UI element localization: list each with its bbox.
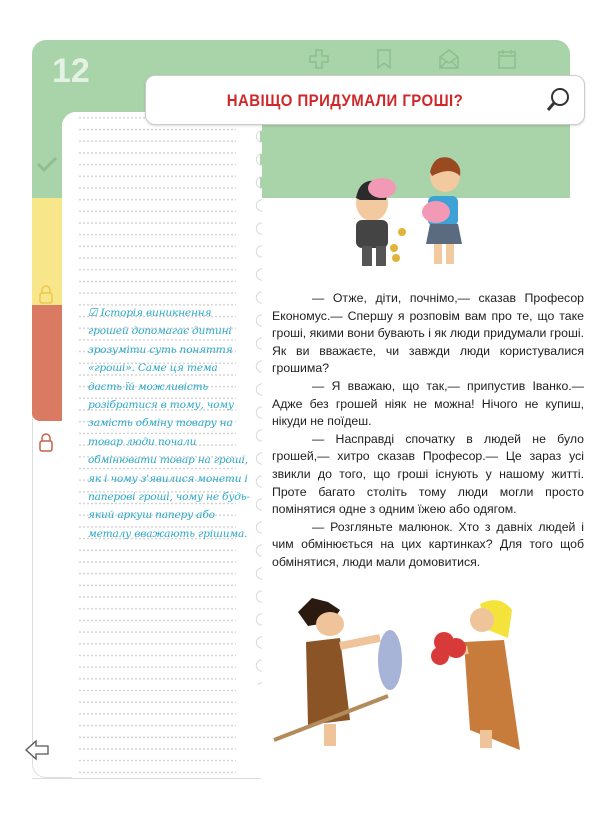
frame-bottom-edge: [32, 778, 261, 779]
calendar-icon[interactable]: [496, 48, 518, 70]
lock-icon[interactable]: [38, 284, 54, 304]
bookmark-icon[interactable]: [373, 48, 395, 70]
note-text: Історія виникнення грошей допомагає дитині зрозуміти суть поняття «гроші». Саме ця тема дасть їй можливість розібратися в тому, чому замість обміну товару на товар люди почали обмінювати товар на гроші, як і чому з'явилися монети і паперові гроші, чому не будь-який аркуш паперу або металу вважають грішима.: [88, 307, 250, 540]
checkbox-icon: ☑: [88, 307, 98, 319]
page-number: 12: [52, 52, 90, 90]
check-icon[interactable]: [36, 156, 58, 172]
lock-icon[interactable]: [38, 432, 54, 452]
notes-margin: [62, 112, 78, 778]
envelope-icon[interactable]: [438, 48, 460, 70]
story-paragraph: — Я вважаю, що так,— припустив Іванко.— Адже без грошей ніяк не можна! Нічого не купиш, нікуди не поїдеш.: [272, 378, 584, 429]
plus-icon[interactable]: [308, 48, 330, 70]
story-paragraph: — Насправді спочатку в людей не було грошей,— хитро сказав Професор.— Це зараз усі звикли до того, що гроші існують у нашому житті. Проте багато століть тому люди могли просто помінятися одне з одним їжею або одягом.: [272, 431, 584, 517]
search-icon[interactable]: [544, 86, 572, 114]
story-text: [272, 290, 584, 572]
children-with-piggy-banks-illustration: [330, 148, 470, 272]
parent-note: [88, 304, 254, 543]
page-title: НАВІЩО ПРИДУМАЛИ ГРОШІ?: [226, 91, 464, 110]
story-paragraph: — Розгляньте малюнок. Хто з давніх людей і чим обмінюється на цих картинках? Для того щоб обмінятися, люди мали домовитися.: [272, 519, 584, 569]
arrow-left-icon[interactable]: [24, 738, 50, 762]
cavemen-barter-illustration: [268, 590, 538, 760]
title-bar: [145, 75, 585, 125]
story-paragraph: — Отже, діти, почнімо,— сказав Професор Економус.— Спершу я розповім вам про те, що таке гроші, якими вони бувають і як люди придумали гроші. Як ви вважаєте, чи завжди люди користувалися грошима?: [272, 291, 584, 376]
